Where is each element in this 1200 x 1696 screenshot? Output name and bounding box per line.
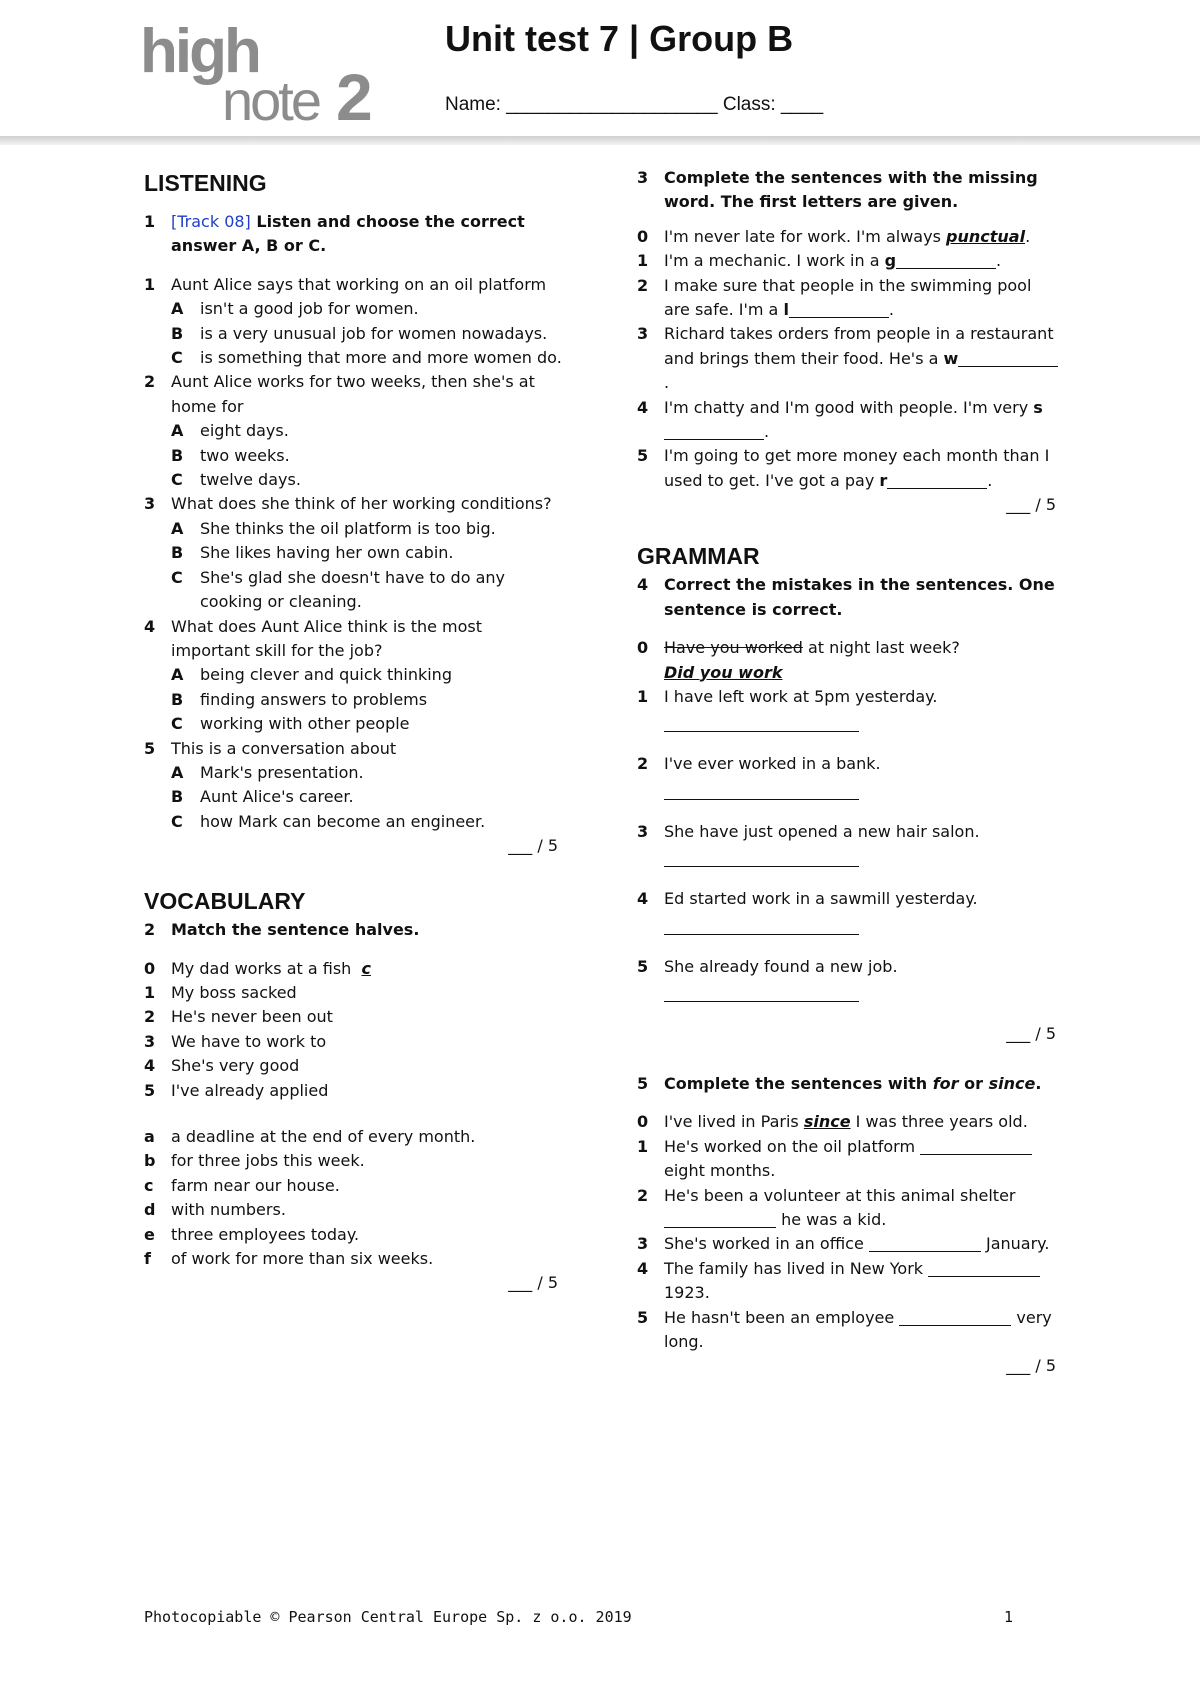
sentence-ending-number: d [144, 1200, 156, 1220]
option-letter: C [171, 348, 183, 368]
sentence-beginning [144, 1030, 564, 1054]
listening-question-text: What does Aunt Alice think is the most important skill for the job? [171, 616, 483, 660]
listening-question-number: 4 [144, 616, 156, 636]
grammar-sentence [637, 820, 1062, 844]
task3-instruction: 3 Complete the sentences with the missing word. The first letters are given. [637, 168, 1038, 212]
name-class-field[interactable]: Name: ____________________ Class: ____ [445, 94, 824, 115]
option-letter: C [171, 714, 183, 734]
task3-item [637, 274, 1062, 323]
grammar-sentence [637, 955, 1062, 979]
option-text: eight days. [200, 421, 289, 441]
grammar-instruction: 4 Correct the mistakes in the sentences. One sentence is correct. [637, 575, 1055, 619]
task5-item-number: 3 [637, 1234, 649, 1254]
option-letter: C [171, 470, 183, 490]
listening-question [144, 370, 564, 419]
answer-blank[interactable] [920, 1138, 1032, 1155]
vocabulary-items [144, 981, 564, 1103]
task5-score: ___ / 5 [1006, 1356, 1056, 1376]
grammar-sentence-text: She have just opened a new hair salon. [664, 821, 980, 841]
option-text: Mark's presentation. [200, 762, 364, 782]
answer-blank[interactable] [896, 252, 996, 269]
grammar-sentence-number: 4 [637, 889, 649, 909]
sentence-end: . [888, 300, 895, 320]
sentence-ending-text: a deadline at the end of every month. [171, 1127, 476, 1146]
listening-question-number: 3 [144, 494, 156, 514]
task5-before: He hasn't been an employee [664, 1307, 895, 1327]
answer-option[interactable] [171, 419, 564, 443]
option-text: She likes having her own cabin. [200, 543, 454, 563]
task5-item-number: 5 [637, 1307, 649, 1327]
grammar-heading: GRAMMAR [637, 543, 760, 570]
option-letter: A [171, 299, 184, 319]
sentence-beginning-text: She's very good [171, 1056, 300, 1076]
grammar-sentence [637, 887, 1062, 911]
answer-option[interactable] [171, 541, 564, 565]
answer-line[interactable] [664, 844, 859, 867]
listening-question [144, 737, 564, 761]
listening-questions [144, 273, 564, 834]
answer-option[interactable] [171, 444, 564, 468]
sentence-ending-text: of work for more than six weeks. [171, 1249, 434, 1269]
sentence-end: . [664, 373, 670, 393]
option-letter: A [171, 421, 184, 441]
sentence-ending-number: c [144, 1175, 154, 1195]
header-divider [0, 136, 1200, 145]
sentence-ending-number: a [144, 1127, 155, 1146]
task5-item [637, 1184, 1062, 1233]
answer-blank[interactable] [789, 301, 889, 318]
option-text: two weeks. [200, 445, 290, 465]
option-letter: A [171, 518, 184, 538]
track-link[interactable]: [Track 08] [171, 212, 251, 231]
page-title: Unit test 7 | Group B [445, 18, 794, 59]
answer-option[interactable] [171, 346, 564, 370]
task5-before: The family has lived in New York [664, 1258, 924, 1278]
copyright-footer: Photocopiable © Pearson Central Europe Sp. z o.o. 2019 [144, 1608, 632, 1626]
task5-item-number: 2 [637, 1185, 649, 1205]
option-letter: C [171, 567, 183, 587]
left-column [144, 166, 564, 1295]
sentence-ending [144, 1174, 564, 1198]
page-number: 1 [1004, 1608, 1014, 1626]
listening-question-number: 1 [144, 274, 156, 294]
vocabulary-heading: VOCABULARY [144, 888, 306, 915]
task3-item [637, 249, 1062, 273]
task5-item [637, 1232, 1062, 1256]
answer-line[interactable] [664, 912, 859, 935]
task3-items [637, 249, 1062, 493]
task5-example-answer: since [803, 1112, 851, 1132]
sentence-beginning-number: 4 [144, 1056, 156, 1076]
first-letter: l [783, 300, 789, 320]
task3-item-number: 4 [637, 397, 649, 417]
sentence-beginning-text: I've already applied [171, 1080, 329, 1100]
option-text: twelve days. [200, 470, 301, 490]
option-text: isn't a good job for women. [200, 299, 419, 319]
logo-note-text: note [222, 69, 319, 124]
sentence-beginning [144, 1005, 564, 1029]
answer-blank[interactable] [958, 350, 1058, 367]
listening-question-number: 2 [144, 372, 156, 392]
task3-item [637, 322, 1062, 395]
answer-line[interactable] [664, 777, 859, 800]
grammar-sentence-text: I've ever worked in a bank. [664, 754, 881, 774]
first-letter: r [879, 470, 888, 490]
sentence-beginning [144, 1054, 564, 1078]
logo-2-text: 2 [336, 60, 373, 124]
answer-option[interactable] [171, 517, 564, 541]
sentence-beginning-text: My boss sacked [171, 982, 297, 1002]
listening-question-text: What does she think of her working conditions? [171, 494, 552, 514]
task5-after: very long. [664, 1307, 1052, 1351]
option-text: being clever and quick thinking [200, 665, 452, 685]
grammar-sentence-text: Ed started work in a sawmill yesterday. [664, 889, 978, 909]
vocabulary-instruction: 2 Match the sentence halves. [144, 920, 420, 940]
vocabulary-example: 0 My dad works at a fish c [144, 958, 371, 978]
task5-after: January. [985, 1234, 1050, 1254]
first-letter: w [943, 348, 959, 368]
listening-question-text: This is a conversation about [171, 738, 397, 758]
grammar-sentence [637, 685, 1062, 709]
sentence-end: . [764, 422, 770, 442]
task5-before: He's been a volunteer at this animal shelter [664, 1185, 1016, 1205]
vocabulary-score: ___ / 5 [508, 1273, 558, 1293]
answer-option[interactable] [171, 566, 564, 615]
task5-items [637, 1135, 1062, 1355]
first-letter: g [884, 251, 897, 271]
option-letter: C [171, 811, 183, 831]
task5-after: eight months. [664, 1161, 776, 1181]
task3-score: ___ / 5 [1006, 495, 1056, 515]
grammar-score: ___ / 5 [1006, 1023, 1056, 1043]
option-letter: A [171, 665, 184, 685]
grammar-sentence-number: 5 [637, 956, 649, 976]
sentence-ending [144, 1198, 564, 1222]
option-letter: B [171, 689, 184, 709]
sentence-beginning-number: 2 [144, 1007, 156, 1027]
answer-line[interactable] [664, 709, 859, 732]
task3-item [637, 444, 1062, 493]
listening-question [144, 492, 564, 516]
task5-example: 0 I've lived in Paris since I was three years old. [637, 1112, 1028, 1132]
grammar-sentence-number: 3 [637, 821, 649, 841]
task3-item-text: I'm a mechanic. I work in a [664, 251, 880, 271]
answer-blank[interactable] [869, 1235, 981, 1252]
task3-item-text: Richard takes orders from people in a restaurant and brings them their food. He's a [664, 324, 1054, 368]
sentence-beginning-text: We have to work to [171, 1031, 327, 1051]
listening-heading: LISTENING [144, 170, 267, 196]
task5-item-number: 4 [637, 1258, 649, 1278]
first-letter: s [1033, 397, 1043, 417]
sentence-ending-number: b [144, 1151, 156, 1171]
task5-item-number: 1 [637, 1136, 649, 1156]
answer-blank[interactable] [664, 423, 764, 440]
high-note-2-logo [140, 14, 390, 124]
listening-score: ___ / 5 [508, 836, 558, 856]
option-letter: B [171, 543, 184, 563]
task3-item-number: 1 [637, 251, 649, 271]
sentence-beginning [144, 981, 564, 1005]
answer-option[interactable] [171, 810, 564, 834]
vocabulary-example-answer: c [361, 958, 371, 978]
answer-option[interactable] [171, 785, 564, 809]
task5-before: She's worked in an office [664, 1234, 864, 1254]
answer-option[interactable] [171, 663, 564, 687]
task5-instruction: 5 Complete the sentences with for or since. [637, 1073, 1042, 1093]
sentence-ending-text: with numbers. [171, 1200, 286, 1220]
task3-item-number: 2 [637, 275, 649, 295]
task3-item [637, 396, 1062, 445]
sentence-beginning-number: 5 [144, 1080, 156, 1100]
answer-option[interactable] [171, 468, 564, 492]
option-letter: B [171, 323, 184, 343]
grammar-sentence-number: 2 [637, 754, 649, 774]
grammar-sentence [637, 752, 1062, 776]
sentence-end: . [987, 470, 993, 490]
answer-blank[interactable] [664, 1211, 776, 1228]
answer-option[interactable] [171, 322, 564, 346]
grammar-items [637, 685, 1062, 1022]
sentence-ending [144, 1149, 564, 1173]
option-text: She's glad she doesn't have to do any cooking or cleaning. [200, 567, 505, 612]
task3-item-text: I'm going to get more money each month than I used to get. I've got a pay [664, 446, 1050, 490]
listening-question-text: Aunt Alice works for two weeks, then she's at home for [171, 372, 535, 416]
grammar-example-wrong: Have you worked [664, 638, 803, 658]
task3-item-number: 5 [637, 446, 649, 466]
listening-question-text: Aunt Alice says that working on an oil platform [171, 274, 547, 294]
option-letter: B [171, 445, 184, 465]
option-letter: A [171, 762, 184, 782]
answer-option[interactable] [171, 688, 564, 712]
sentence-ending-number: e [144, 1224, 155, 1244]
task5-after: 1923. [664, 1283, 710, 1303]
task3-item-number: 3 [637, 324, 649, 344]
option-letter: B [171, 787, 184, 807]
grammar-sentence-text: She already found a new job. [664, 956, 898, 976]
sentence-ending [144, 1125, 564, 1149]
option-text: working with other people [200, 714, 410, 734]
sentence-ending-number: f [144, 1249, 151, 1269]
grammar-sentence-number: 1 [637, 686, 649, 706]
answer-option[interactable] [171, 712, 564, 736]
sentence-beginning-text: He's never been out [171, 1007, 333, 1027]
option-text: Aunt Alice's career. [200, 787, 354, 807]
logo-high-text: high [140, 17, 259, 86]
listening-question [144, 615, 564, 664]
task5-item [637, 1257, 1062, 1306]
listening-instruction-text: Listen and choose the correct answer A, B or C. [171, 212, 525, 256]
option-text: finding answers to problems [200, 689, 428, 709]
task5-before: He's worked on the oil platform [664, 1136, 916, 1156]
sentence-ending [144, 1247, 564, 1271]
grammar-example-answer: Did you work [664, 662, 783, 682]
sentence-beginning [144, 1079, 564, 1103]
sentence-beginning-number: 1 [144, 982, 156, 1002]
task3-example: 0 I'm never late for work. I'm always punctual. [637, 226, 1031, 246]
answer-blank[interactable] [887, 472, 987, 489]
option-text: She thinks the oil platform is too big. [200, 518, 496, 538]
task5-item [637, 1135, 1062, 1184]
sentence-ending-text: for three jobs this week. [171, 1151, 365, 1171]
task3-item-text: I'm chatty and I'm good with people. I'm very [664, 397, 1029, 417]
grammar-example: 0 Have you worked at night last week? Did you work [637, 638, 960, 682]
answer-option[interactable] [171, 761, 564, 785]
listening-question [144, 273, 564, 297]
option-text: how Mark can become an engineer. [200, 811, 486, 831]
answer-option[interactable] [171, 297, 564, 321]
grammar-sentence-text: I have left work at 5pm yesterday. [664, 686, 938, 706]
answer-blank[interactable] [899, 1309, 1011, 1326]
option-text: is a very unusual job for women nowadays. [200, 323, 548, 343]
listening-instruction: 1 [Track 08] Listen and choose the correct answer A, B or C. [144, 212, 525, 256]
option-text: is something that more and more women do. [200, 348, 562, 368]
answer-line[interactable] [664, 979, 859, 1002]
vocabulary-endings [144, 1125, 564, 1271]
sentence-end: . [996, 251, 1002, 271]
task5-item [637, 1306, 1062, 1355]
task3-item-text: I make sure that people in the swimming pool are safe. I'm a [664, 275, 1032, 320]
sentence-ending [144, 1223, 564, 1247]
listening-question-number: 5 [144, 738, 156, 758]
right-column [637, 166, 1062, 1378]
answer-blank[interactable] [928, 1260, 1040, 1277]
sentence-ending-text: three employees today. [171, 1224, 360, 1244]
task3-example-answer: punctual [946, 226, 1026, 246]
task5-after: he was a kid. [781, 1209, 887, 1229]
sentence-beginning-number: 3 [144, 1031, 156, 1051]
sentence-ending-text: farm near our house. [171, 1175, 340, 1195]
